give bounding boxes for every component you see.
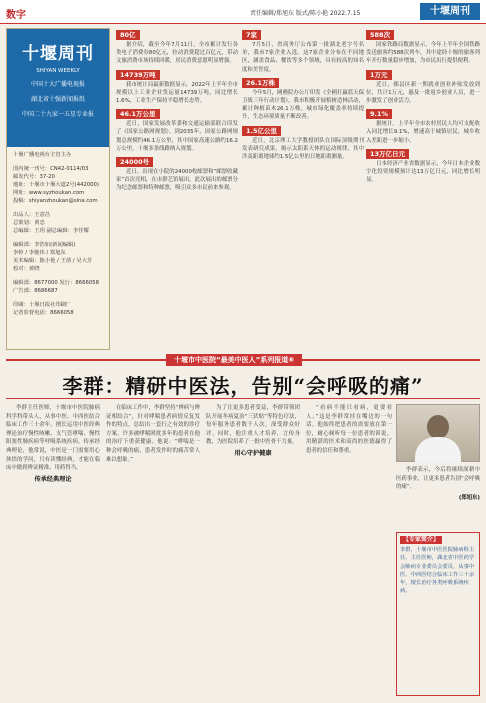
feature-subhead: 用心守护健康 — [234, 449, 272, 457]
page-header — [0, 0, 486, 24]
feature-subhead: 传承经典理论 — [34, 475, 72, 483]
profile-title: 【专家简介】 — [400, 536, 442, 544]
brief-text: 据介绍，截至今年7月11日，全市累计发行各类电子消费券80亿元，拉动消费超过百亿元，带动文旅消费市场持续回暖，居民消费意愿明显增强。 — [116, 42, 238, 65]
feature-column-3 — [206, 404, 300, 696]
feature-text: 为了让更多患者受益，李群带领团队开展冬病夏治“三伏贴”等特色疗法，每年服务患者数千人次，深受群众好评。同时，他注重人才培养，言传身教，为医院培养了一批中医骨干力量。 — [206, 405, 300, 446]
brief-title: 9.1% — [366, 109, 392, 119]
byline: (郑旭东) — [458, 494, 480, 501]
series-banner — [6, 354, 480, 366]
info-line: 美术编辑：陈小艳 / 王倩 / 吴大芳 — [13, 258, 93, 264]
brief-text: 今年5月，國務院办公厅印发《全國打赢蓝天保卫战三年行动计划》，我市积极开展植树造林活动，累计种植苗木26.1万株，城市绿化覆盖率持续提升，生态环境质量不断改善。 — [242, 89, 364, 121]
section-label: 数字 — [6, 10, 26, 21]
feature-text: 李群主任医师，十堰市中医院肺病科学科带头人，从事中医、中西医结合临床工作三十余年，擅长运用中医经典理论治疗慢性咳嗽、支气管哮喘、慢性阻塞性肺疾病等呼吸系统疾病。传承经典理论，他常说，中医是一门需要用心体悟的学问，只有读懂经典，才能在临床中做到辨证精准、用药得当。 — [6, 405, 100, 472]
brief-title: 7家 — [242, 30, 261, 40]
masthead-tag: SHIYAN WEEKLY — [36, 68, 80, 74]
info-line: 网址：www.syzhoukan.com — [13, 190, 85, 196]
brief-title: 1.5亿公里 — [242, 126, 281, 136]
info-line: 总编辑：王玥 副总编辑：李佳耀 — [13, 228, 89, 234]
divider — [6, 398, 480, 399]
brief-title: 80亿 — [116, 30, 140, 40]
brief-title: 46.1万公里 — [116, 109, 160, 119]
feature-text: “看病不能只看病，更要看人。”这是李群常挂在嘴边的一句话。他始终把患者的需要放在第一位，耐心倾听每一位患者的诉说，用精湛的医术和高尚的医德赢得了患者的信任和尊重。 — [306, 405, 392, 454]
portrait-photo — [396, 404, 480, 462]
brief-text: 近日，出现在小院的24000枚邮票和“邮票收藏家”首次亮相，在市群艺馆展出。此次展出的邮票分为纪念邮票和特种邮票，吸引众多市民前来参观。 — [116, 169, 238, 192]
brief-text: 近日，郧县区新一期就业创业补贴发放到位，共计1万元，惠及一批返乡创业人员，进一步激发了创业活力。 — [366, 81, 480, 105]
brief-title: 1万元 — [366, 70, 392, 80]
info-line: 总策划：黄忠 — [13, 220, 45, 226]
info-line: 十堰广播电视台主管主办 — [13, 152, 72, 158]
series-label: 十堰市中医院“最美中医人”系列报道⑥ — [166, 354, 302, 366]
brief-column-1 — [116, 28, 238, 350]
brief-text: 国家铁路局数据显示，今年上半年全国铁路发送旅客约588次列车，其中途经十堰的旅客列车开行数量稳步增加，为市民出行提供便利。 — [366, 42, 480, 65]
info-line: 编辑部：李浩如(新闻编辑) — [13, 242, 76, 248]
feature-text: 李群表示，今后将继续深耕中医药事业，让更多患者告别“会呼吸的痛”。 — [396, 467, 480, 491]
feature-column-1 — [6, 404, 100, 696]
brief-text: 我市统计局最新数据显示，2022年上半年全市规模以上工业企业货运量14739万吨，同比增长1.6%，工业生产保持平稳增长态势。 — [116, 81, 238, 105]
editor-meta: 责任编辑/郑旭东 版式/陈小艳 2022.7.15 — [250, 10, 361, 17]
feature-column-2 — [106, 404, 200, 696]
feature-headline: 李群：精研中医法，告别“会呼吸的痛” — [62, 374, 424, 398]
info-line: 国内统一刊号：CN42-0114/03 — [13, 166, 89, 172]
brief-text: 据统计，上半年全市农村居民人均可支配收入同比增长9.1%，增速高于城镇居民，城乡收入差距进一步缩小。 — [366, 121, 480, 144]
brief-title: 14739万吨 — [116, 70, 160, 80]
brief-text: 近日，国家发展改革委和交通运输部联合印发了《国家公路网规划》。到2035年，国家公路网规划总规模约46.1万公里，其中国家高速公路约16.2万公里，十堰多条线路纳入规划。 — [116, 121, 238, 152]
masthead-info — [7, 147, 109, 321]
brief-title: 26.1万株 — [242, 78, 279, 88]
info-line: 邮发代号：37-20 — [13, 174, 55, 180]
masthead-title: 十堰周刊 — [22, 44, 94, 64]
brief-text: 日本经济产业省数据显示，今年日本企业数字化投资规模预计达13万亿日元，同比增长明显。 — [366, 160, 480, 184]
info-line: 出品人：王意昌 — [13, 212, 51, 218]
brief-title: 24000号 — [116, 157, 153, 167]
profile-text: 李群，十堰市中医医院肺病科主任、主任医师，湖北省中医药学会肺病专业委员会委员，从事中医、中西医结合临床工作三十余年，擅长治疗各类呼吸系统疾病。 — [400, 547, 475, 595]
info-line: 李婷 / 李驰伟 / 郑旭东 — [13, 250, 66, 256]
brief-text: 7月5日，省商务厅公布第一批湖北老字号名单，我市7家企业入选。这7家企业分布在不同地区，涵盖食品、餐饮等多个领域，具有较高的知名度和美誉度。 — [242, 42, 364, 73]
info-line: 校对：黄晓 — [13, 266, 40, 272]
masthead-slogan-1: 中国十大广播电视报 — [30, 81, 85, 88]
masthead-banner — [7, 29, 109, 147]
info-line: 投稿：shiyanzhoukan@sina.com — [13, 198, 98, 204]
info-line: 地址：十堰市十堰大道2号(442000) — [13, 182, 99, 188]
feature-text: 在临床工作中，李群坚持“辨病与辨证相结合”，针对哮喘患者病情反复发作的特点，总结出一套行之有效的诊疗方案，许多被哮喘困扰多年的患者在他的治疗下重获健康。他说：“哮喘是一种会呼吸的痛，患者发作时的痛苦常人难以想象。” — [106, 405, 200, 463]
info-line: 广告部：8686687 — [13, 288, 58, 294]
feature-column-4 — [306, 404, 392, 696]
info-line: 记者监督电话：8666058 — [13, 310, 74, 316]
header-logo: 十堰周刊 — [420, 3, 480, 20]
brief-text: 近日，北京理工大学教授团队在国际顶级期刊发表研究成果，揭示太阳系天体的运动规律，其中涉及距离地球约1.5亿公里的日地距离测量。 — [242, 137, 364, 161]
brief-title: 13万亿日元 — [366, 149, 409, 159]
brief-column-2 — [242, 28, 364, 350]
brief-column-3 — [366, 28, 480, 350]
info-line: 印刷：十堰日报社印刷厂 — [13, 302, 72, 308]
expert-profile-box — [396, 532, 480, 696]
masthead — [6, 28, 110, 350]
brief-title: 588次 — [366, 30, 394, 40]
info-line: 编辑部：8677000 发行：8666058 — [13, 280, 99, 286]
masthead-slogan-3: 中国二十九家一五星专业报 — [21, 111, 94, 118]
masthead-slogan-2: 湖北省十强新闻报纸 — [30, 96, 85, 103]
